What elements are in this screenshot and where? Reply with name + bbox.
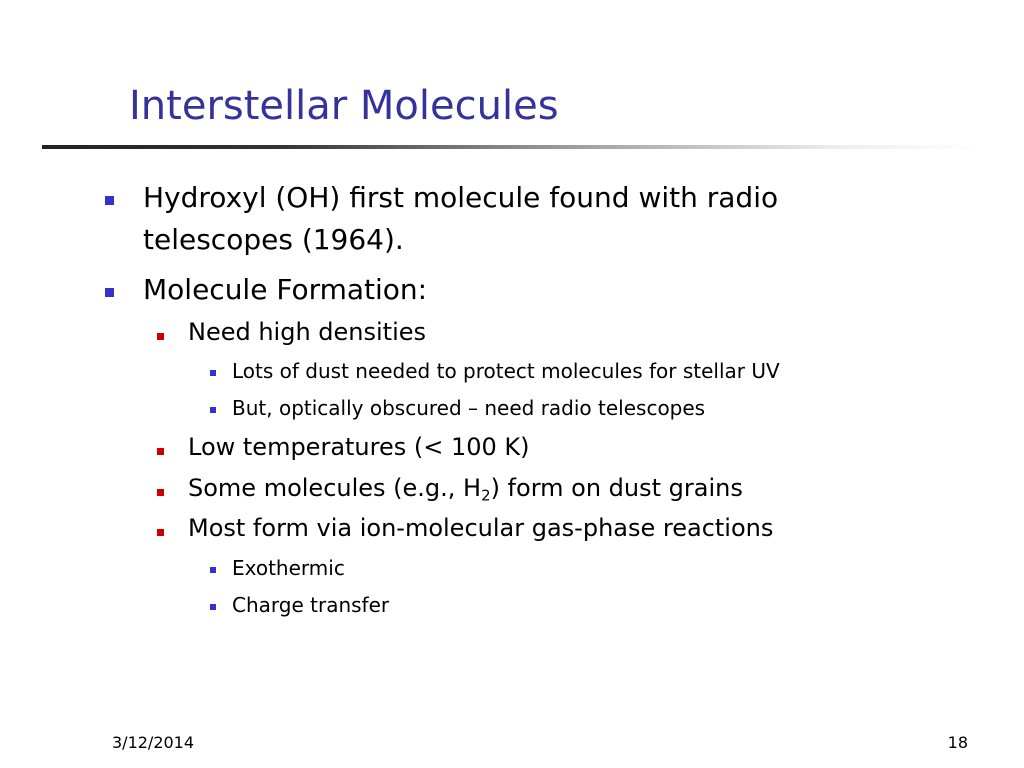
bullet-text: But, optically obscured – need radio telescopes: [232, 396, 706, 420]
bullet-text: Exothermic: [232, 556, 345, 580]
bullet-text: Molecule Formation:: [143, 273, 428, 306]
bullet-text-before-subscript: Some molecules (e.g., H: [188, 474, 482, 502]
bullet-square-icon: [157, 333, 164, 340]
bullet-text-after-subscript: ) form on dust grains: [490, 474, 743, 502]
bullet-square-icon: [210, 407, 216, 413]
bullet-text: Low temperatures (< 100 K): [188, 433, 530, 461]
title-divider: [42, 145, 982, 149]
bullet-text-continuation: telescopes (1964).: [143, 223, 404, 256]
bullet-square-icon: [157, 448, 164, 455]
bullet-text: Need high densities: [188, 318, 427, 346]
bullet-square-icon: [157, 529, 164, 536]
slide-title: Interstellar Molecules: [129, 83, 559, 129]
bullet-square-icon: [105, 196, 114, 205]
bullet-text: Charge transfer: [232, 593, 390, 617]
bullet-text: Lots of dust needed to protect molecules for stellar UV: [232, 359, 780, 383]
bullet-text: [188, 472, 743, 504]
bullet-square-icon: [210, 370, 216, 376]
bullet-text: Hydroxyl (OH) first molecule found with radio: [143, 181, 779, 214]
footer-page-number: 18: [947, 733, 968, 752]
bullet-square-icon: [157, 489, 164, 496]
bullet-square-icon: [210, 604, 216, 610]
footer-date: 3/12/2014: [112, 733, 195, 752]
bullet-square-icon: [210, 567, 216, 573]
bullet-text: Most form via ion-molecular gas-phase reactions: [188, 514, 774, 542]
bullet-text-subscript: 2: [481, 486, 491, 505]
bullet-square-icon: [105, 288, 114, 297]
